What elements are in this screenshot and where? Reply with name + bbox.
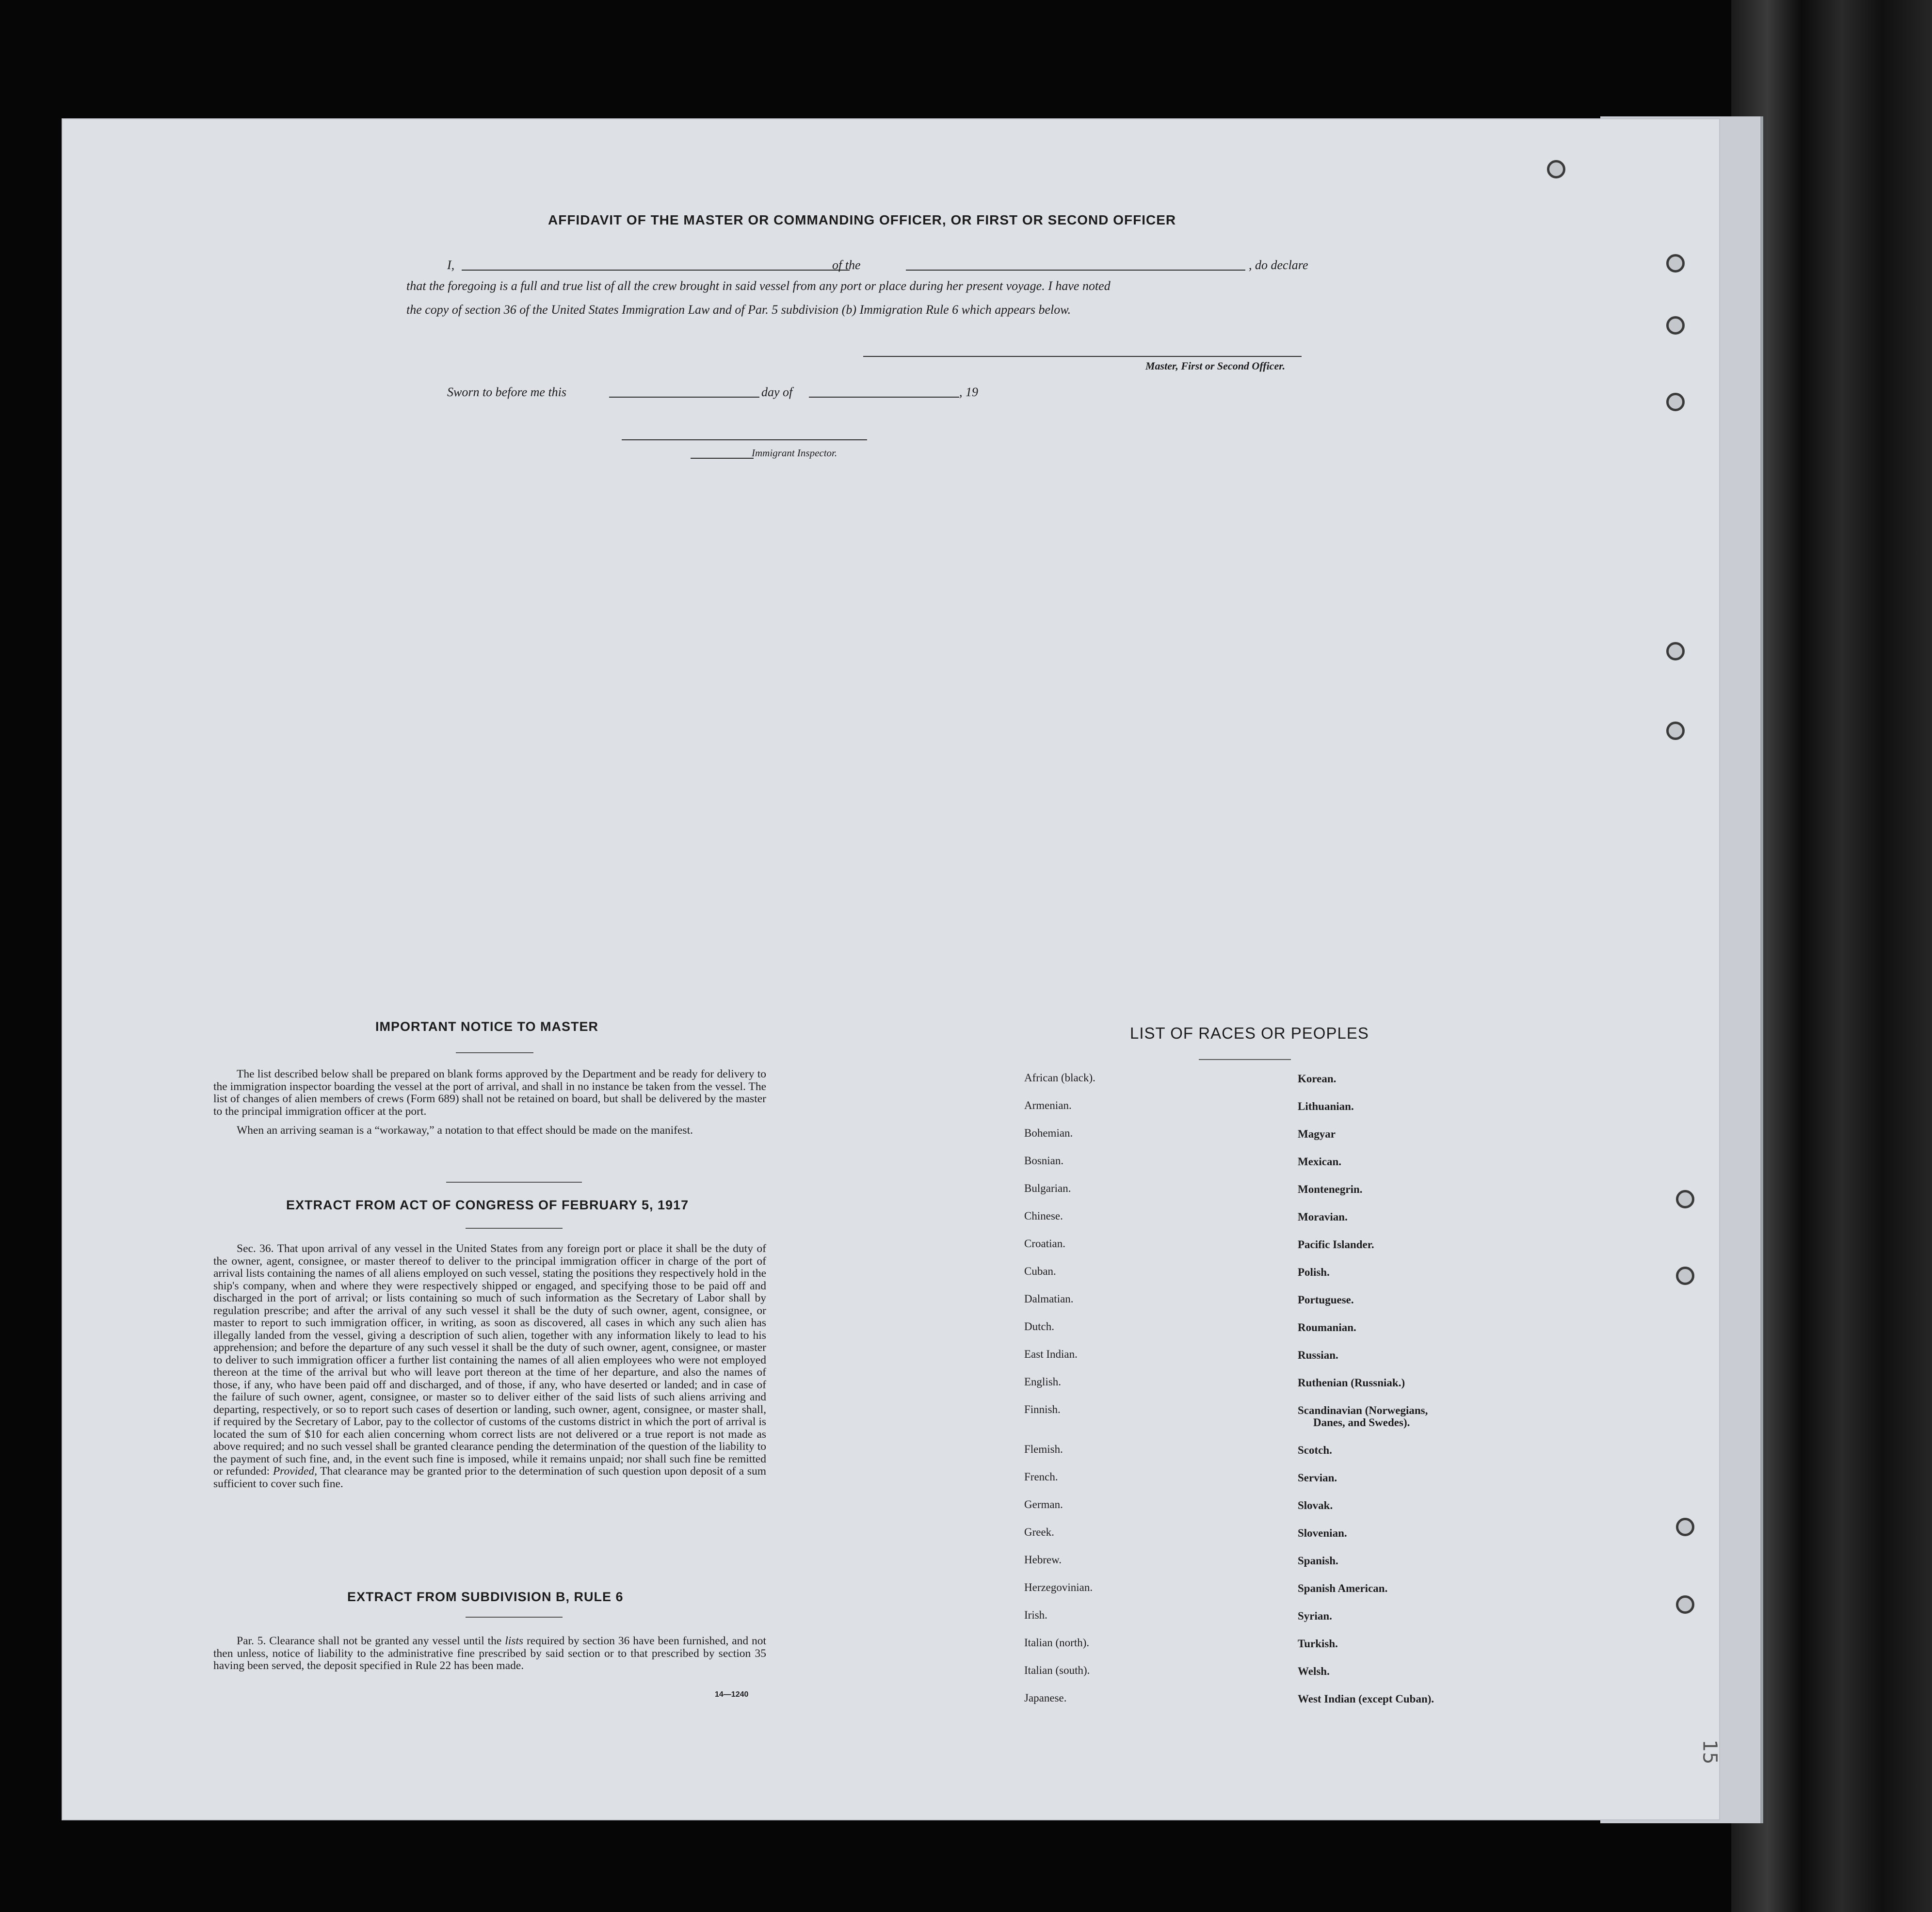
notice-body (213, 1068, 766, 1144)
notice-paragraph-1: The list described below shall be prepared on blank forms approved by the Department and be ready for delivery to the immigration inspector boarding the vessel at the port of arrival, and shall in no instance be taken from the vessel. The list of changes of alien members of crews (Form 689) shall not be retained on board, but shall be delivered by the master to the principal immigration officer at the port. (213, 1068, 766, 1118)
affidavit-declare-label: , do declare (1249, 258, 1308, 272)
provided-word: Provided, (273, 1465, 317, 1478)
race-item: Moravian. (1298, 1211, 1348, 1223)
race-item: Montenegrin. (1298, 1183, 1363, 1195)
vessel-blank (906, 270, 1245, 271)
sworn-month-blank (809, 397, 959, 398)
punch-hole (1666, 316, 1685, 335)
race-item: African (black). (1024, 1072, 1095, 1084)
race-item: Cuban. (1024, 1265, 1056, 1277)
race-item: Scotch. (1298, 1444, 1332, 1456)
notice-title: IMPORTANT NOTICE TO MASTER (375, 1019, 598, 1034)
affidavit-title: AFFIDAVIT OF THE MASTER OR COMMANDING OFFICER, OR FIRST OR SECOND OFFICER (548, 212, 1176, 227)
race-item: Hebrew. (1024, 1554, 1062, 1566)
section-36-text: That upon arrival of any vessel in the United States from any foreign port or place it shall be the duty of the owner, agent, consignee, or master thereof to deliver to the principal immigration officer in charge of the port of arrival lists containing the names of all aliens employed on such vessel, stating the positions they respectively hold in the ship's company, when and where they were respectively shipped or engaged, and specifying those to be paid off and discharged in the port of arrival; or lists containing so much of such information as the Secretary of Labor shall by regulation prescribe; and after the arrival of any such vessel it shall be the duty of such owner, agent, consignee, or master to report to such immigration officer, in writing, as soon as discovered, all cases in which any such alien has illegally landed from the vessel, giving a description of such alien, together with any information likely to lead to his apprehension; and before the departure of any such vessel it shall be the duty of such owner, agent, consignee, or master to deliver to such immigration officer a further list containing the names of all alien employees who were not employed thereon at the time of the arrival but who will leave port thereon at the time of her departure, and also the names of those, if any, who have been paid off and discharged, and of those, if any, who have deserted or landed; and in case of the failure of such owner, agent, consignee, or master so to deliver either of the said lists of such aliens arriving and departing, respectively, or so to report such cases of desertion or landing, such owner, agent, consignee, or master shall, if required by the Secretary of Labor, pay to the collector of customs of the customs district in which the port of arrival is located the sum of $10 for each alien concerning whom correct lists are not delivered or a true report is not made as above required; and no such vessel shall be granted clearance pending the determination of the question of the liability to the payment of such fine, and, in the event such fine is imposed, while it remains unpaid; nor shall such fine be remitted or refunded: (213, 1242, 766, 1478)
race-item: Scandinavian (Norwegians, (1298, 1404, 1428, 1416)
race-item: Bohemian. (1024, 1127, 1073, 1139)
extract-act-title: EXTRACT FROM ACT OF CONGRESS OF FEBRUARY 5, 1917 (286, 1198, 689, 1212)
divider (466, 1617, 563, 1618)
race-item: Magyar (1298, 1128, 1336, 1140)
race-item: Finnish. (1024, 1403, 1061, 1415)
punch-hole (1547, 160, 1565, 178)
section-36-text-end: That clearance may be granted prior to the determination of such question upon deposit of a sum sufficient to cover such fine. (213, 1465, 767, 1490)
race-item: Japanese. (1024, 1692, 1067, 1704)
rule-text-end: required by section 36 have been furnished, and not then unless, notice of liability to the administrative fine prescribed by said section or to that prescribed by section 35 having been served, the deposit specified in Rule 22 has been made. (213, 1635, 767, 1672)
race-item: Roumanian. (1298, 1321, 1356, 1334)
race-item: Slovak. (1298, 1499, 1333, 1511)
section-label: Sec. 36. (237, 1242, 274, 1255)
divider (456, 1052, 533, 1053)
notice-paragraph-2: When an arriving seaman is a “workaway,” a notation to that effect should be made on the manifest. (237, 1124, 693, 1137)
inspector-signature-line (622, 439, 867, 440)
race-item: Russian. (1298, 1349, 1338, 1361)
race-item: West Indian (except Cuban). (1298, 1693, 1434, 1705)
race-item: Syrian. (1298, 1610, 1332, 1622)
race-item: East Indian. (1024, 1348, 1078, 1360)
race-item: Spanish. (1298, 1555, 1338, 1567)
punch-hole (1676, 1518, 1694, 1536)
race-item: Greek. (1024, 1526, 1054, 1538)
race-item: Flemish. (1024, 1443, 1063, 1455)
name-blank (462, 270, 850, 271)
affidavit-text-line-2: that the foregoing is a full and true list of all the crew brought in said vessel from any port or place during her present voyage. I have noted (406, 279, 1111, 293)
race-item: German. (1024, 1498, 1063, 1510)
punch-hole (1676, 1190, 1694, 1208)
race-item: Croatian. (1024, 1237, 1065, 1250)
race-item: English. (1024, 1376, 1062, 1388)
race-item: Italian (north). (1024, 1637, 1090, 1649)
race-item: Herzegovinian. (1024, 1581, 1093, 1593)
extract-rule-body (213, 1635, 766, 1679)
race-item: Pacific Islander. (1298, 1238, 1374, 1251)
race-item: French. (1024, 1471, 1058, 1483)
race-item: Dutch. (1024, 1320, 1054, 1333)
punch-hole (1676, 1267, 1694, 1285)
race-item: Dalmatian. (1024, 1293, 1074, 1305)
race-item: Chinese. (1024, 1210, 1063, 1222)
inspector-short-line (691, 458, 754, 459)
sworn-year-label: , 19 (959, 385, 978, 399)
race-item: Irish. (1024, 1609, 1047, 1621)
punch-hole (1666, 254, 1685, 273)
race-item: Ruthenian (Russniak.) (1298, 1377, 1405, 1389)
punch-hole (1666, 393, 1685, 411)
affidavit-text-line-3: the copy of section 36 of the United States Immigration Law and of Par. 5 subdivision (b) Immigration Rule 6 which appears below. (406, 303, 1071, 317)
race-item: Slovenian. (1298, 1527, 1347, 1539)
race-item: Portuguese. (1298, 1294, 1354, 1306)
rule-text: Par. 5. Clearance shall not be granted any vessel until the (237, 1635, 502, 1647)
affidavit-of-label: of the (832, 258, 861, 272)
race-item: Armenian. (1024, 1099, 1072, 1111)
races-title: LIST OF RACES OR PEOPLES (1130, 1024, 1369, 1042)
race-item: Korean. (1298, 1073, 1336, 1085)
extract-rule-title: EXTRACT FROM SUBDIVISION B, RULE 6 (347, 1590, 624, 1604)
signature-line (863, 356, 1302, 357)
race-item: Spanish American. (1298, 1582, 1388, 1594)
punch-hole (1666, 722, 1685, 740)
race-item: Servian. (1298, 1472, 1337, 1484)
race-item: Polish. (1298, 1266, 1330, 1278)
race-item: Danes, and Swedes). (1313, 1416, 1410, 1429)
form-number: 14—1240 (715, 1690, 749, 1699)
divider (446, 1182, 582, 1183)
divider (1199, 1059, 1291, 1060)
race-item: Mexican. (1298, 1156, 1342, 1168)
race-item: Lithuanian. (1298, 1100, 1354, 1112)
sworn-day-label: day of (761, 385, 793, 399)
inspector-label: Immigrant Inspector. (752, 447, 837, 459)
sworn-day-blank (609, 397, 759, 398)
punch-hole (1666, 642, 1685, 660)
extract-act-body (213, 1243, 766, 1497)
race-item: Welsh. (1298, 1665, 1330, 1677)
document-page (62, 118, 1720, 1820)
race-item: Turkish. (1298, 1638, 1338, 1650)
sworn-prefix: Sworn to before me this (447, 385, 567, 399)
margin-page-number: 15 (1698, 1739, 1721, 1765)
divider (466, 1228, 563, 1229)
race-item: Italian (south). (1024, 1664, 1090, 1676)
race-item: Bulgarian. (1024, 1182, 1071, 1194)
race-item: Bosnian. (1024, 1155, 1064, 1167)
punch-hole (1676, 1595, 1694, 1614)
lists-word: lists (505, 1635, 524, 1647)
affidavit-i-label: I, (447, 258, 455, 272)
signature-label: Master, First or Second Officer. (1145, 360, 1286, 372)
